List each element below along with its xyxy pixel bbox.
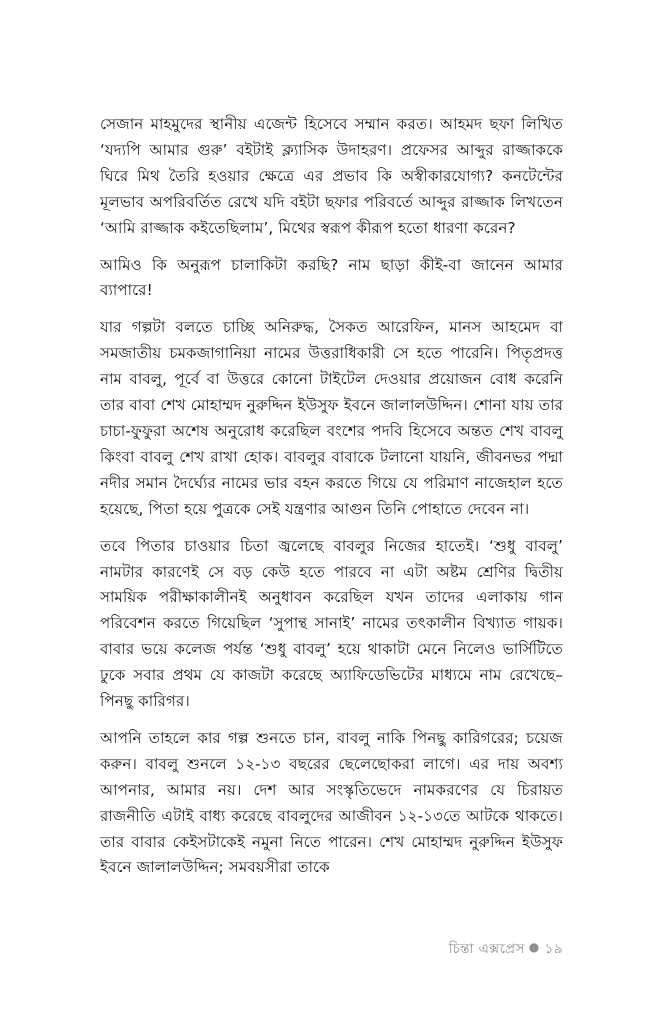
body-paragraph-5: আপনি তাহলে কার গল্প শুনতে চান, বাবলু নাকি পিনছু কারিগরের; চয়েজ করুন। বাবলু শুনলে ১২-১৩ বছরের ছেলেছোকরা লাগে। এর দায় অবশ্য আপনার, আমার নয়। দেশ আর সংস্কৃতিভেদে নামকরণের যে চিরায়ত রাজনীতি এটাই বাধ্য করেছে বাবলুদের আজীবন ১২-১৩তে আটকে থাকতে। তার বাবার কেইসটাকেই নমুনা নিতে পারেন। শেখ মোহাম্মদ নুরুদ্দিন ইউসুফ ইবনে জালালউদ্দিন; সমবয়সীরা তাকে [100,728,563,877]
body-paragraph-2: আমিও কি অনুরূপ চালাকিটা করছি? নাম ছাড়া কীই-বা জানেন আমার ব্যাপারে! [100,255,563,300]
body-paragraph-1: সেজান মাহমুদের স্থানীয় এজেন্ট হিসেবে সম্মান করত। আহমদ ছফা লিখিত ‘যদ্যপি আমার গুরু’ বইটাই ক্ল্যাসিক উদাহরণ। প্রফেসর আব্দুর রাজ্জাককে ঘিরে মিথ তৈরি হওয়ার ক্ষেত্রে এর প্রভাব কি অস্বীকারযোগ্য? কনটেন্টের মূলভাব অপরিবর্তিত রেখে যদি বইটা ছফার পরিবর্তে আব্দুর রাজ্জাক লিখতেন ‘আমি রাজ্জাক কইতেছিলাম’, মিথের স্বরূপ কীরূপ হতো ধারণা করেন? [100,115,563,237]
footer-separator-dot: ● [528,940,540,954]
body-paragraph-4: তবে পিতার চাওয়ার চিতা জ্বলেছে বাবলুর নিজের হাতেই। ‘শুধু বাবলু’ নামটার কারণেই সে বড় কেউ হতে পারবে না এটা অষ্টম শ্রেণির দ্বিতীয় সাময়িক পরীক্ষাকালীনই অনুধাবন করেছিল যখন তাদের এলাকায় গান পরিবেশন করতে গিয়েছিল ‘সুপান্থ সানাই’ নামের তৎকালীন বিখ্যাত গায়ক। বাবার ভয়ে কলেজ পর্যন্ত ‘শুধু বাবলু’ হয়ে থাকাটা মেনে নিলেও ভার্সিটিতে ঢুকে সবার প্রথম যে কাজটা করেছে অ্যাফিডেভিটের মাধ্যমে নাম রেখেছে– পিনছু কারিগর। [100,536,563,711]
page-footer [0,938,563,958]
body-paragraph-3: যার গল্পটা বলতে চাচ্ছি অনিরুদ্ধ, সৈকত আরেফিন, মানস আহমেদ বা সমজাতীয় চমকজাগানিয়া নামের উত্তরাধিকারী সে হতে পারেনি। পিতৃপ্রদত্ত নাম বাবলু, পূর্বে বা উত্তরে কোনো টাইটেল দেওয়ার প্রয়োজন বোধ করেনি তার বাবা শেখ মোহাম্মদ নুরুদ্দিন ইউসুফ ইবনে জালালউদ্দিন। শোনা যায় তার চাচা-ফুফুরা অশেষ অনুরোধ করেছিল বংশের পদবি হিসেবে অন্তত শেখ বাবলু কিংবা বাবলু শেখ রাখা হোক। বাবলুর বাবাকে টলানো যায়নি, জীবনভর পদ্মা নদীর সমান দৈর্ঘ্যের নামের ভার বহন করতে গিয়ে যে পরিমাণ নাজেহাল হতে হয়েছে, পিতা হয়ে পুত্রকে সেই যন্ত্রণার আগুন তিনি পোহাতে দেবেন না। [100,318,563,518]
page-number: ১৯ [544,941,563,957]
footer-book-title: চিন্তা এক্সপ্রেস [448,941,525,957]
page-text-block [100,112,563,892]
